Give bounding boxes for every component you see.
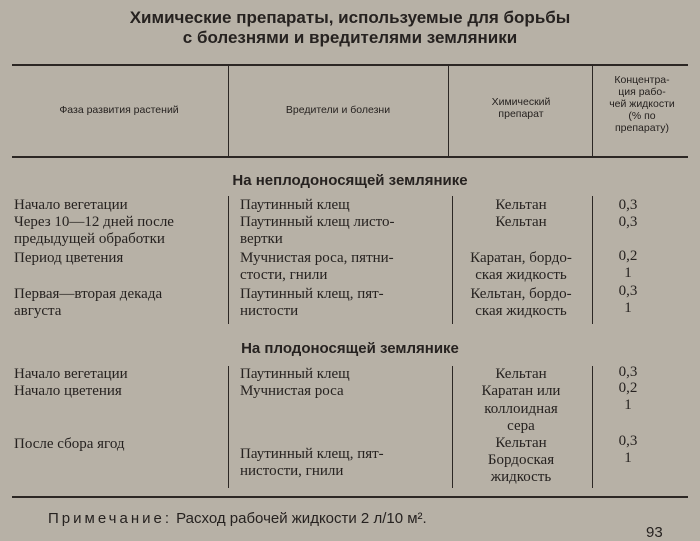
s1-row3-chem-1: Каратан, бордо- (470, 250, 572, 266)
section-title-fruiting: На плодоносящей землянике (241, 340, 459, 357)
s2-row1-conc: 0,3 (618, 364, 638, 380)
s2-row3-conc-1: 0,3 (618, 433, 638, 449)
footnote (48, 510, 427, 527)
s1-row3-pest-2: стости, гнили (240, 267, 328, 283)
s2-row2-conc-1: 0,2 (618, 380, 638, 396)
s1-row3-pest-1: Мучнистая роса, пятни- (240, 250, 394, 266)
s1-row4-chem-2: ская жидкость (475, 303, 567, 319)
s2-row3-phase: После сбора ягод (14, 436, 125, 452)
s1-row1-conc: 0,3 (618, 197, 638, 213)
col-divider-1 (228, 64, 229, 157)
col-divider-2-s2 (452, 366, 453, 488)
header-concentration (596, 74, 688, 134)
s1-row1-pest: Паутинный клещ (240, 197, 350, 213)
header-conc-line-2: ция рабо- (618, 86, 666, 98)
s1-row4-phase-1: Первая—вторая декада (14, 286, 163, 302)
s1-row4-pest-1: Паутинный клещ, пят- (240, 286, 384, 302)
header-conc-line-3: чей жидкости (609, 98, 675, 110)
section-title-nonfruiting: На неплодоносящей землянике (232, 172, 468, 189)
s1-row4-conc-2: 1 (624, 300, 632, 316)
s2-row2-chem-1: Каратан или (481, 383, 561, 399)
s1-row3-phase: Период цветения (14, 250, 124, 266)
s1-row2-conc: 0,3 (618, 214, 638, 230)
s1-row2-pest-1: Паутинный клещ листо- (240, 214, 395, 230)
table-title (0, 8, 700, 48)
col-divider-2 (448, 64, 449, 157)
s1-row4-conc-1: 0,3 (618, 283, 638, 299)
s2-row2-chem-2: коллоидная (484, 401, 558, 417)
s2-row2-pest: Мучнистая роса (240, 383, 344, 399)
s1-row4-pest-2: нистости (240, 303, 299, 319)
s2-row1-pest: Паутинный клещ (240, 366, 350, 382)
s1-row2-chem: Кельтан (495, 214, 547, 230)
header-conc-line-5: препарату) (614, 122, 669, 134)
col-divider-1-s1 (228, 196, 229, 324)
s1-row1-chem: Кельтан (495, 197, 547, 213)
header-pests: Вредители и болезни (285, 104, 391, 116)
s1-row2-pest-2: вертки (240, 231, 283, 247)
footnote-text: Расход рабочей жидкости 2 л/10 м². (176, 510, 427, 527)
top-rule (12, 64, 688, 66)
s2-row2-phase: Начало цветения (14, 383, 122, 399)
s2-row2-conc-2: 1 (624, 397, 632, 413)
title-line-1: Химические препараты, используемые для борьбы (129, 8, 571, 27)
s1-row3-conc-1: 0,2 (618, 248, 638, 264)
s1-row4-chem-1: Кельтан, бордо- (470, 286, 572, 302)
s1-row1-phase: Начало вегетации (14, 197, 128, 213)
s1-row3-conc-2: 1 (624, 265, 632, 281)
col-divider-3-s2 (592, 366, 593, 488)
page-number: 93 (646, 524, 663, 541)
header-rule (12, 156, 688, 158)
s2-row3-chem-3: жидкость (490, 469, 552, 485)
footnote-label: Примечание: (48, 510, 172, 527)
col-divider-3-s1 (592, 196, 593, 324)
s2-row3-pest-2: нистости, гнили (240, 463, 344, 479)
s2-row3-pest-1: Паутинный клещ, пят- (240, 446, 384, 462)
s2-row3-chem-1: Кельтан (495, 435, 547, 451)
s2-row1-chem: Кельтан (495, 366, 547, 382)
s1-row4-phase-2: августа (14, 303, 62, 319)
s2-row3-chem-2: Бордоская (487, 452, 555, 468)
s1-row2-phase-1: Через 10—12 дней после (14, 214, 174, 230)
s2-row3-conc-2: 1 (624, 450, 632, 466)
col-divider-3 (592, 64, 593, 157)
header-phase: Фаза развития растений (59, 104, 179, 116)
col-divider-2-s1 (452, 196, 453, 324)
title-line-2: с болезнями и вредителями земляники (182, 28, 518, 47)
col-divider-1-s2 (228, 366, 229, 488)
s1-row3-chem-2: ская жидкость (475, 267, 567, 283)
header-chemical-line-1: Химический (491, 96, 551, 108)
bottom-rule (12, 496, 688, 498)
header-conc-line-1: Концентра- (614, 74, 670, 86)
header-chemical (452, 96, 590, 120)
header-conc-line-4: (% по (628, 110, 656, 122)
s2-row1-phase: Начало вегетации (14, 366, 128, 382)
s2-row2-chem-3: сера (507, 418, 535, 434)
header-chemical-line-2: препарат (498, 108, 544, 120)
s1-row2-phase-2: предыдущей обработки (14, 231, 165, 247)
